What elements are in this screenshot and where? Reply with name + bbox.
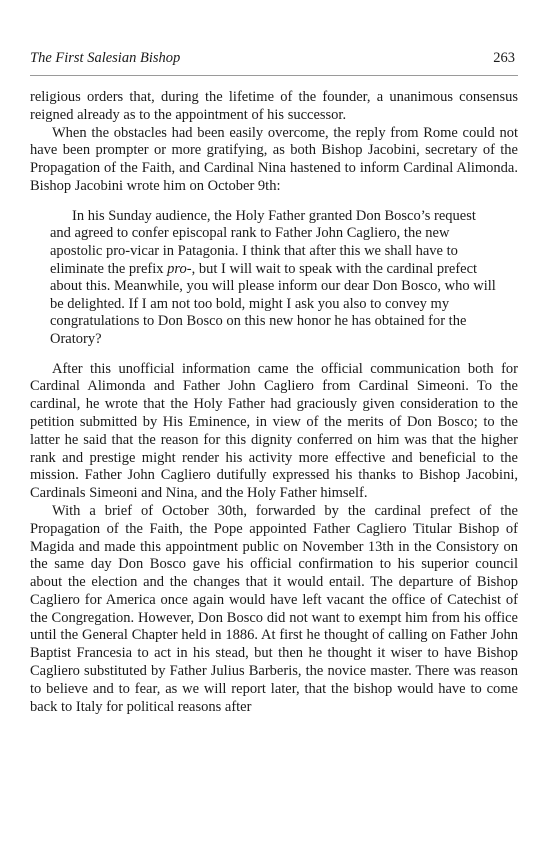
page-number: 263 — [493, 50, 515, 66]
body-text — [30, 89, 518, 716]
header-rule — [30, 75, 518, 76]
quote-text-after: , but I will wait to speak with the cardinal prefect about this. Meanwhile, you will please inform our dear Don Bosco, who will be delighted. If I am not too bold, might I ask you also to convey my congratulations to Don Bosco on this new honor he has obtained for the Oratory? — [50, 260, 496, 347]
paragraph-continuation: religious orders that, during the lifetime of the founder, a unanimous consensus reigned already as to the appointment of his successor. — [30, 89, 518, 123]
book-page — [30, 0, 518, 852]
quote-text-before: In his Sunday audience, the Holy Father granted Don Bosco’s request and agreed to confer episcopal rank to Father John Cagliero, the new apostolic pro-vicar in Patagonia. I think that after this we shall have to eliminate the prefix — [50, 207, 476, 277]
paragraph-brief-october: With a brief of October 30th, forwarded by the cardinal prefect of the Propagation of the Faith, the Pope appointed Father Cagliero Titular Bishop of Magida and made this appointment public on November 13th in the Consistory on the same day Don Bosco gave his official confirmation to his superior council about the election and the changes that it would entail. The departure of Bishop Cagliero for America once again would have left vacant the office of Catechist of the Congregation. However, Don Bosco did not want to exempt him from his office until the General Chapter held in 1886. At first he thought of calling on Father John Baptist Francesia to act in his stead, but then he thought it wiser to have Bishop Cagliero substituted by Father Julius Barberis, the novice master. There was reason to believe and to fear, as we will report later, that the bishop would have to come back to Italy for political reasons after — [30, 502, 518, 715]
paragraph-reply-from-rome: When the obstacles had been easily overcome, the reply from Rome could not have been prompter or more gratifying, as both Bishop Jacobini, secretary of the Propagation of the Faith, and Cardinal Nina hastened to inform Cardinal Alimonda. Bishop Jacobini wrote him on October 9th: — [30, 124, 518, 194]
running-head — [30, 48, 518, 68]
paragraph-official-communication: After this unofficial information came the official communication both for Cardinal Alimonda and Father John Cagliero from Cardinal Simeoni. To the cardinal, he wrote that the Holy Father had graciously given consideration to the petition submitted by His Eminence, in view of the merits of Don Bosco; to the latter he said that the reason for this dignity conferred on him was that the higher rank and prestige might render his activity more effective and beneficial to the mission. Father John Cagliero dutifully expressed his thanks to Bishop Jacobini, Cardinals Simeoni and Nina, and the Holy Father himself. — [30, 360, 518, 502]
quote-emphasis: pro- — [167, 260, 192, 277]
block-quote-jacobini-letter — [50, 208, 498, 349]
running-title: The First Salesian Bishop — [30, 50, 181, 66]
